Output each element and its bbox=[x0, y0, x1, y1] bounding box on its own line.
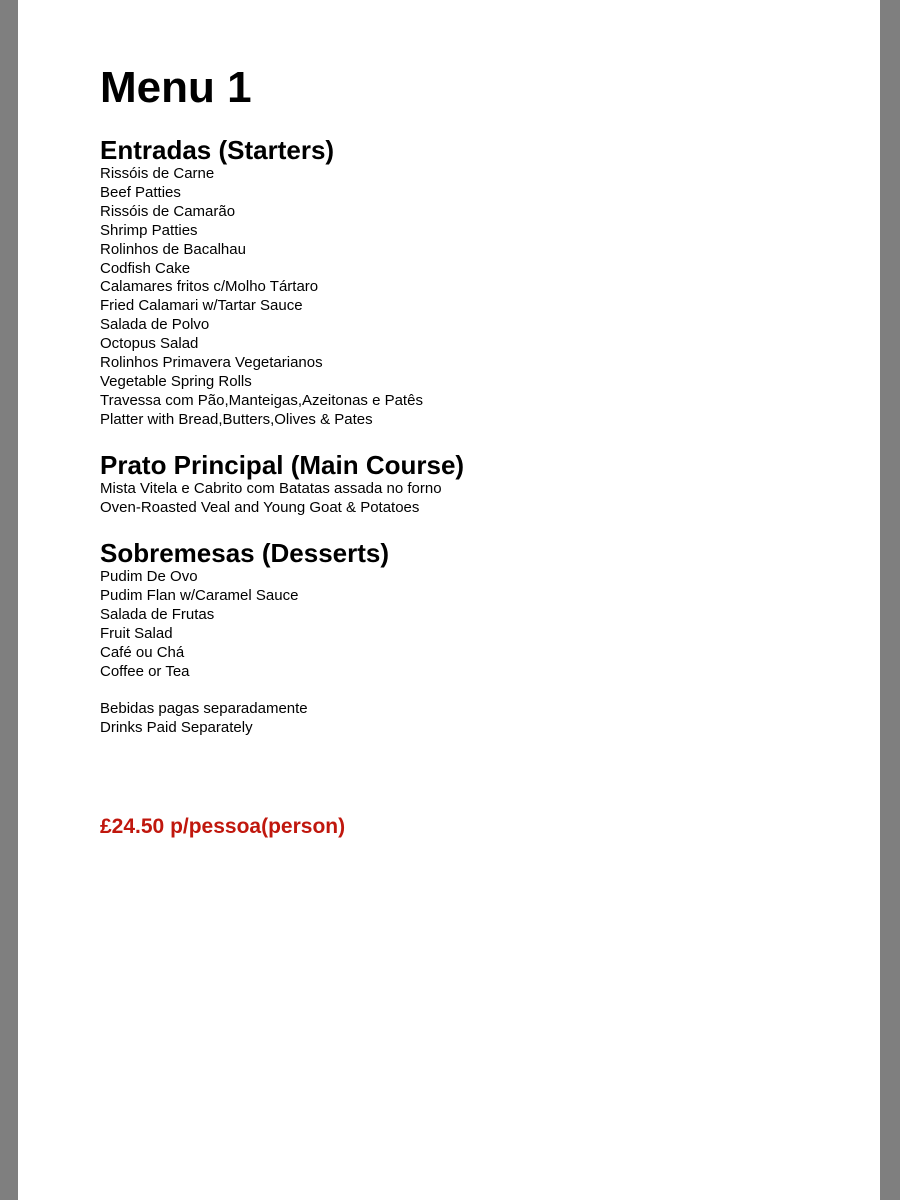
starters-heading: Entradas (Starters) bbox=[100, 135, 335, 165]
list-item: Rissóis de Carne bbox=[100, 165, 215, 182]
drinks-note bbox=[100, 700, 308, 738]
list-item: Drinks Paid Separately bbox=[100, 718, 253, 736]
list-item: Travessa com Pão,Manteigas,Azeitonas e Patês bbox=[100, 391, 423, 409]
list-item: Codfish Cake bbox=[100, 259, 191, 277]
list-item: Salada de Frutas bbox=[100, 605, 215, 623]
starters-section bbox=[100, 135, 423, 430]
list-item: Fried Calamari w/Tartar Sauce bbox=[100, 297, 303, 315]
desserts-heading: Sobremesas (Desserts) bbox=[100, 538, 390, 568]
list-item: Oven-Roasted Veal and Young Goat & Potatoes bbox=[100, 498, 420, 516]
list-item: Bebidas pagas separadamente bbox=[100, 700, 308, 717]
main-course-heading: Prato Principal (Main Course) bbox=[100, 450, 465, 480]
desserts-section bbox=[100, 538, 389, 681]
list-item: Beef Patties bbox=[100, 183, 181, 201]
list-item: Coffee or Tea bbox=[100, 662, 190, 680]
list-item: Platter with Bread,Butters,Olives & Pates bbox=[100, 410, 373, 428]
list-item: Calamares fritos c/Molho Tártaro bbox=[100, 278, 319, 296]
list-item: Shrimp Patties bbox=[100, 221, 198, 239]
list-item: Pudim Flan w/Caramel Sauce bbox=[100, 586, 299, 604]
price-label: £24.50 p/pessoa(person) bbox=[100, 815, 346, 838]
main-course-list bbox=[100, 480, 464, 518]
list-item: Pudim De Ovo bbox=[100, 568, 198, 585]
list-item: Octopus Salad bbox=[100, 335, 199, 353]
starters-list bbox=[100, 165, 423, 430]
list-item: Rolinhos de Bacalhau bbox=[100, 240, 246, 258]
menu-page bbox=[18, 0, 880, 1200]
desserts-list bbox=[100, 568, 389, 681]
main-course-section bbox=[100, 450, 464, 518]
list-item: Rolinhos Primavera Vegetarianos bbox=[100, 354, 323, 372]
list-item: Salada de Polvo bbox=[100, 316, 210, 334]
list-item: Mista Vitela e Cabrito com Batatas assada no forno bbox=[100, 480, 442, 497]
list-item: Vegetable Spring Rolls bbox=[100, 372, 252, 390]
page-title: Menu 1 bbox=[100, 63, 252, 112]
list-item: Rissóis de Camarão bbox=[100, 202, 236, 220]
list-item: Café ou Chá bbox=[100, 643, 185, 661]
list-item: Fruit Salad bbox=[100, 624, 173, 642]
